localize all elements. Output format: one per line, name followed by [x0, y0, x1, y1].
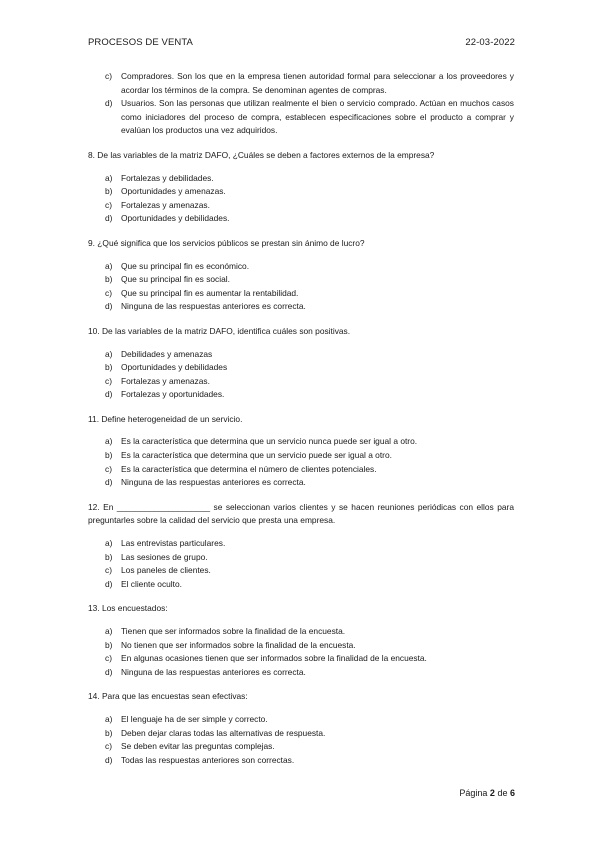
- option-item: [88, 260, 514, 274]
- option-item: [88, 287, 514, 301]
- option-text: Es la característica que determina que un servicio nunca puede ser igual a otro.: [121, 436, 418, 447]
- option-letter: b): [105, 551, 113, 562]
- option-item: [88, 652, 514, 666]
- option-text: Es la característica que determina el número de clientes potenciales.: [121, 463, 377, 474]
- question-block: [88, 413, 514, 490]
- option-letter: c): [105, 741, 112, 752]
- option-text: El cliente oculto.: [121, 578, 182, 589]
- option-text: Que su principal fin es social.: [121, 274, 230, 285]
- header-date: 22-03-2022: [465, 37, 515, 48]
- option-text: Tienen que ser informados sobre la finalidad de la encuesta.: [121, 626, 346, 636]
- option-text: Se deben evitar las preguntas complejas.: [121, 741, 275, 752]
- option-letter: d): [105, 301, 113, 312]
- option-item: [88, 361, 514, 375]
- option-text: Que su principal fin es económico.: [121, 260, 250, 271]
- option-letter: a): [105, 538, 113, 549]
- option-letter: c): [105, 463, 112, 474]
- option-letter: a): [105, 172, 113, 183]
- question-text: 10. De las variables de la matriz DAFO, identifica cuáles son positivas.: [88, 325, 351, 336]
- option-text: Las sesiones de grupo.: [121, 551, 208, 562]
- question-block: [88, 501, 514, 592]
- question-block: [88, 237, 514, 314]
- option-text: No tienen que ser informados sobre la finalidad de la encuesta.: [121, 639, 356, 650]
- option-letter: c): [105, 199, 112, 210]
- option-letter: c): [105, 287, 112, 298]
- option-text: Todas las respuestas anteriores son correctas.: [121, 754, 295, 765]
- option-letter: a): [105, 260, 113, 271]
- option-text: Ninguna de las respuestas anteriores es correcta.: [121, 477, 306, 488]
- option-text: Oportunidades y debilidades.: [121, 213, 230, 224]
- option-list: [88, 435, 514, 489]
- option-item: [88, 300, 514, 314]
- option-letter: b): [105, 450, 113, 461]
- option-text: Los paneles de clientes.: [121, 565, 211, 576]
- option-text: Que su principal fin es aumentar la rentabilidad.: [121, 287, 299, 298]
- option-text: Debilidades y amenazas: [121, 348, 213, 359]
- option-text: Las entrevistas particulares.: [121, 538, 226, 549]
- continued-options: [88, 70, 514, 138]
- document-body: [88, 70, 514, 778]
- option-letter: d): [105, 754, 113, 765]
- option-letter: c): [105, 375, 112, 386]
- question-text: 11. Define heterogeneidad de un servicio.: [88, 413, 243, 424]
- option-list: [88, 172, 514, 226]
- question-text: 13. Los encuestados:: [88, 603, 168, 614]
- option-item: [88, 273, 514, 287]
- option-item: [88, 185, 514, 199]
- option-letter: b): [105, 727, 113, 738]
- option-letter: d): [105, 578, 113, 589]
- option-letter: c): [105, 653, 112, 664]
- question-list: [88, 149, 514, 767]
- option-text: Oportunidades y debilidades: [121, 362, 228, 373]
- question-block: [88, 149, 514, 226]
- option-letter: b): [105, 186, 113, 197]
- option-list: [88, 537, 514, 591]
- option-item: [88, 727, 514, 741]
- option-text: Ninguna de las respuestas anteriores es correcta.: [121, 666, 306, 677]
- option-text: Oportunidades y amenazas.: [121, 186, 226, 197]
- option-item: [88, 172, 514, 186]
- option-text: Es la característica que determina que un servicio puede ser igual a otro.: [121, 450, 392, 461]
- option-letter: a): [105, 626, 113, 636]
- option-letter: a): [105, 436, 113, 447]
- option-item: [88, 578, 514, 592]
- option-letter: d): [105, 477, 113, 488]
- option-item: [88, 388, 514, 402]
- option-list: [88, 260, 514, 314]
- option-item: [88, 348, 514, 362]
- option-item: [88, 212, 514, 226]
- question-block: [88, 602, 514, 679]
- option-text: El lenguaje ha de ser simple y correcto.: [121, 713, 268, 724]
- option-letter: d): [105, 666, 113, 677]
- question-text: 14. Para que las encuestas sean efectivas:: [88, 691, 248, 702]
- option-letter: d): [105, 213, 113, 224]
- page-number: Página 2 de 6: [459, 788, 515, 798]
- option-item: c) Compradores. Son los que en la empresa tienen autoridad formal para seleccionar a los proveedores y acordar los términos de la compra. Se denominan agentes de compras.: [105, 71, 514, 95]
- option-item: [88, 199, 514, 213]
- option-letter: b): [105, 362, 113, 373]
- question-text: 12. En ____________________ se seleccionan varios clientes y se hacen reuniones periódicas con ellos para preguntarles sobre la calidad del servicio que presta una empresa.: [88, 501, 514, 526]
- option-letter: b): [105, 274, 113, 285]
- question-text: 8. De las variables de la matriz DAFO, ¿Cuáles se deben a factores externos de la empresa?: [88, 149, 435, 160]
- option-item: d) Usuarios. Son las personas que utilizan realmente el bien o servicio comprado. Actúan en muchos casos como iniciadores del proceso de compra, establecen especificaciones sobre el producto a comprar y evalúan los productos una vez adquiridos.: [105, 98, 514, 136]
- option-item: [88, 754, 514, 768]
- option-item: [88, 666, 514, 680]
- question-block: [88, 690, 514, 767]
- option-item: [88, 564, 514, 578]
- option-letter: a): [105, 348, 113, 359]
- header-title: PROCESOS DE VENTA: [88, 37, 193, 48]
- option-text: Deben dejar claras todas las alternativas de respuesta.: [121, 727, 326, 738]
- option-item: [88, 449, 514, 463]
- option-item: [88, 713, 514, 727]
- option-list: [88, 348, 514, 402]
- option-letter: c): [105, 565, 112, 576]
- option-list: [88, 713, 514, 767]
- option-item: [88, 625, 514, 639]
- option-item: [88, 463, 514, 477]
- option-text: Fortalezas y amenazas.: [121, 199, 210, 210]
- option-text: Fortalezas y debilidades.: [121, 172, 214, 183]
- option-item: [88, 476, 514, 490]
- option-text: Fortalezas y amenazas.: [121, 375, 210, 386]
- option-text: Ninguna de las respuestas anteriores es correcta.: [121, 301, 306, 312]
- option-letter: a): [105, 713, 113, 724]
- option-item: [88, 639, 514, 653]
- option-text: Fortalezas y oportunidades.: [121, 389, 225, 400]
- option-text: En algunas ocasiones tienen que ser informados sobre la finalidad de la encuesta.: [121, 653, 427, 664]
- option-letter: b): [105, 639, 113, 650]
- option-letter: d): [105, 389, 113, 400]
- option-item: [88, 435, 514, 449]
- option-item: [88, 551, 514, 565]
- option-item: [88, 375, 514, 389]
- question-text: 9. ¿Qué significa que los servicios públicos se prestan sin ánimo de lucro?: [88, 237, 365, 248]
- option-list: [88, 625, 514, 679]
- question-block: [88, 325, 514, 402]
- option-item: [88, 740, 514, 754]
- option-item: [88, 537, 514, 551]
